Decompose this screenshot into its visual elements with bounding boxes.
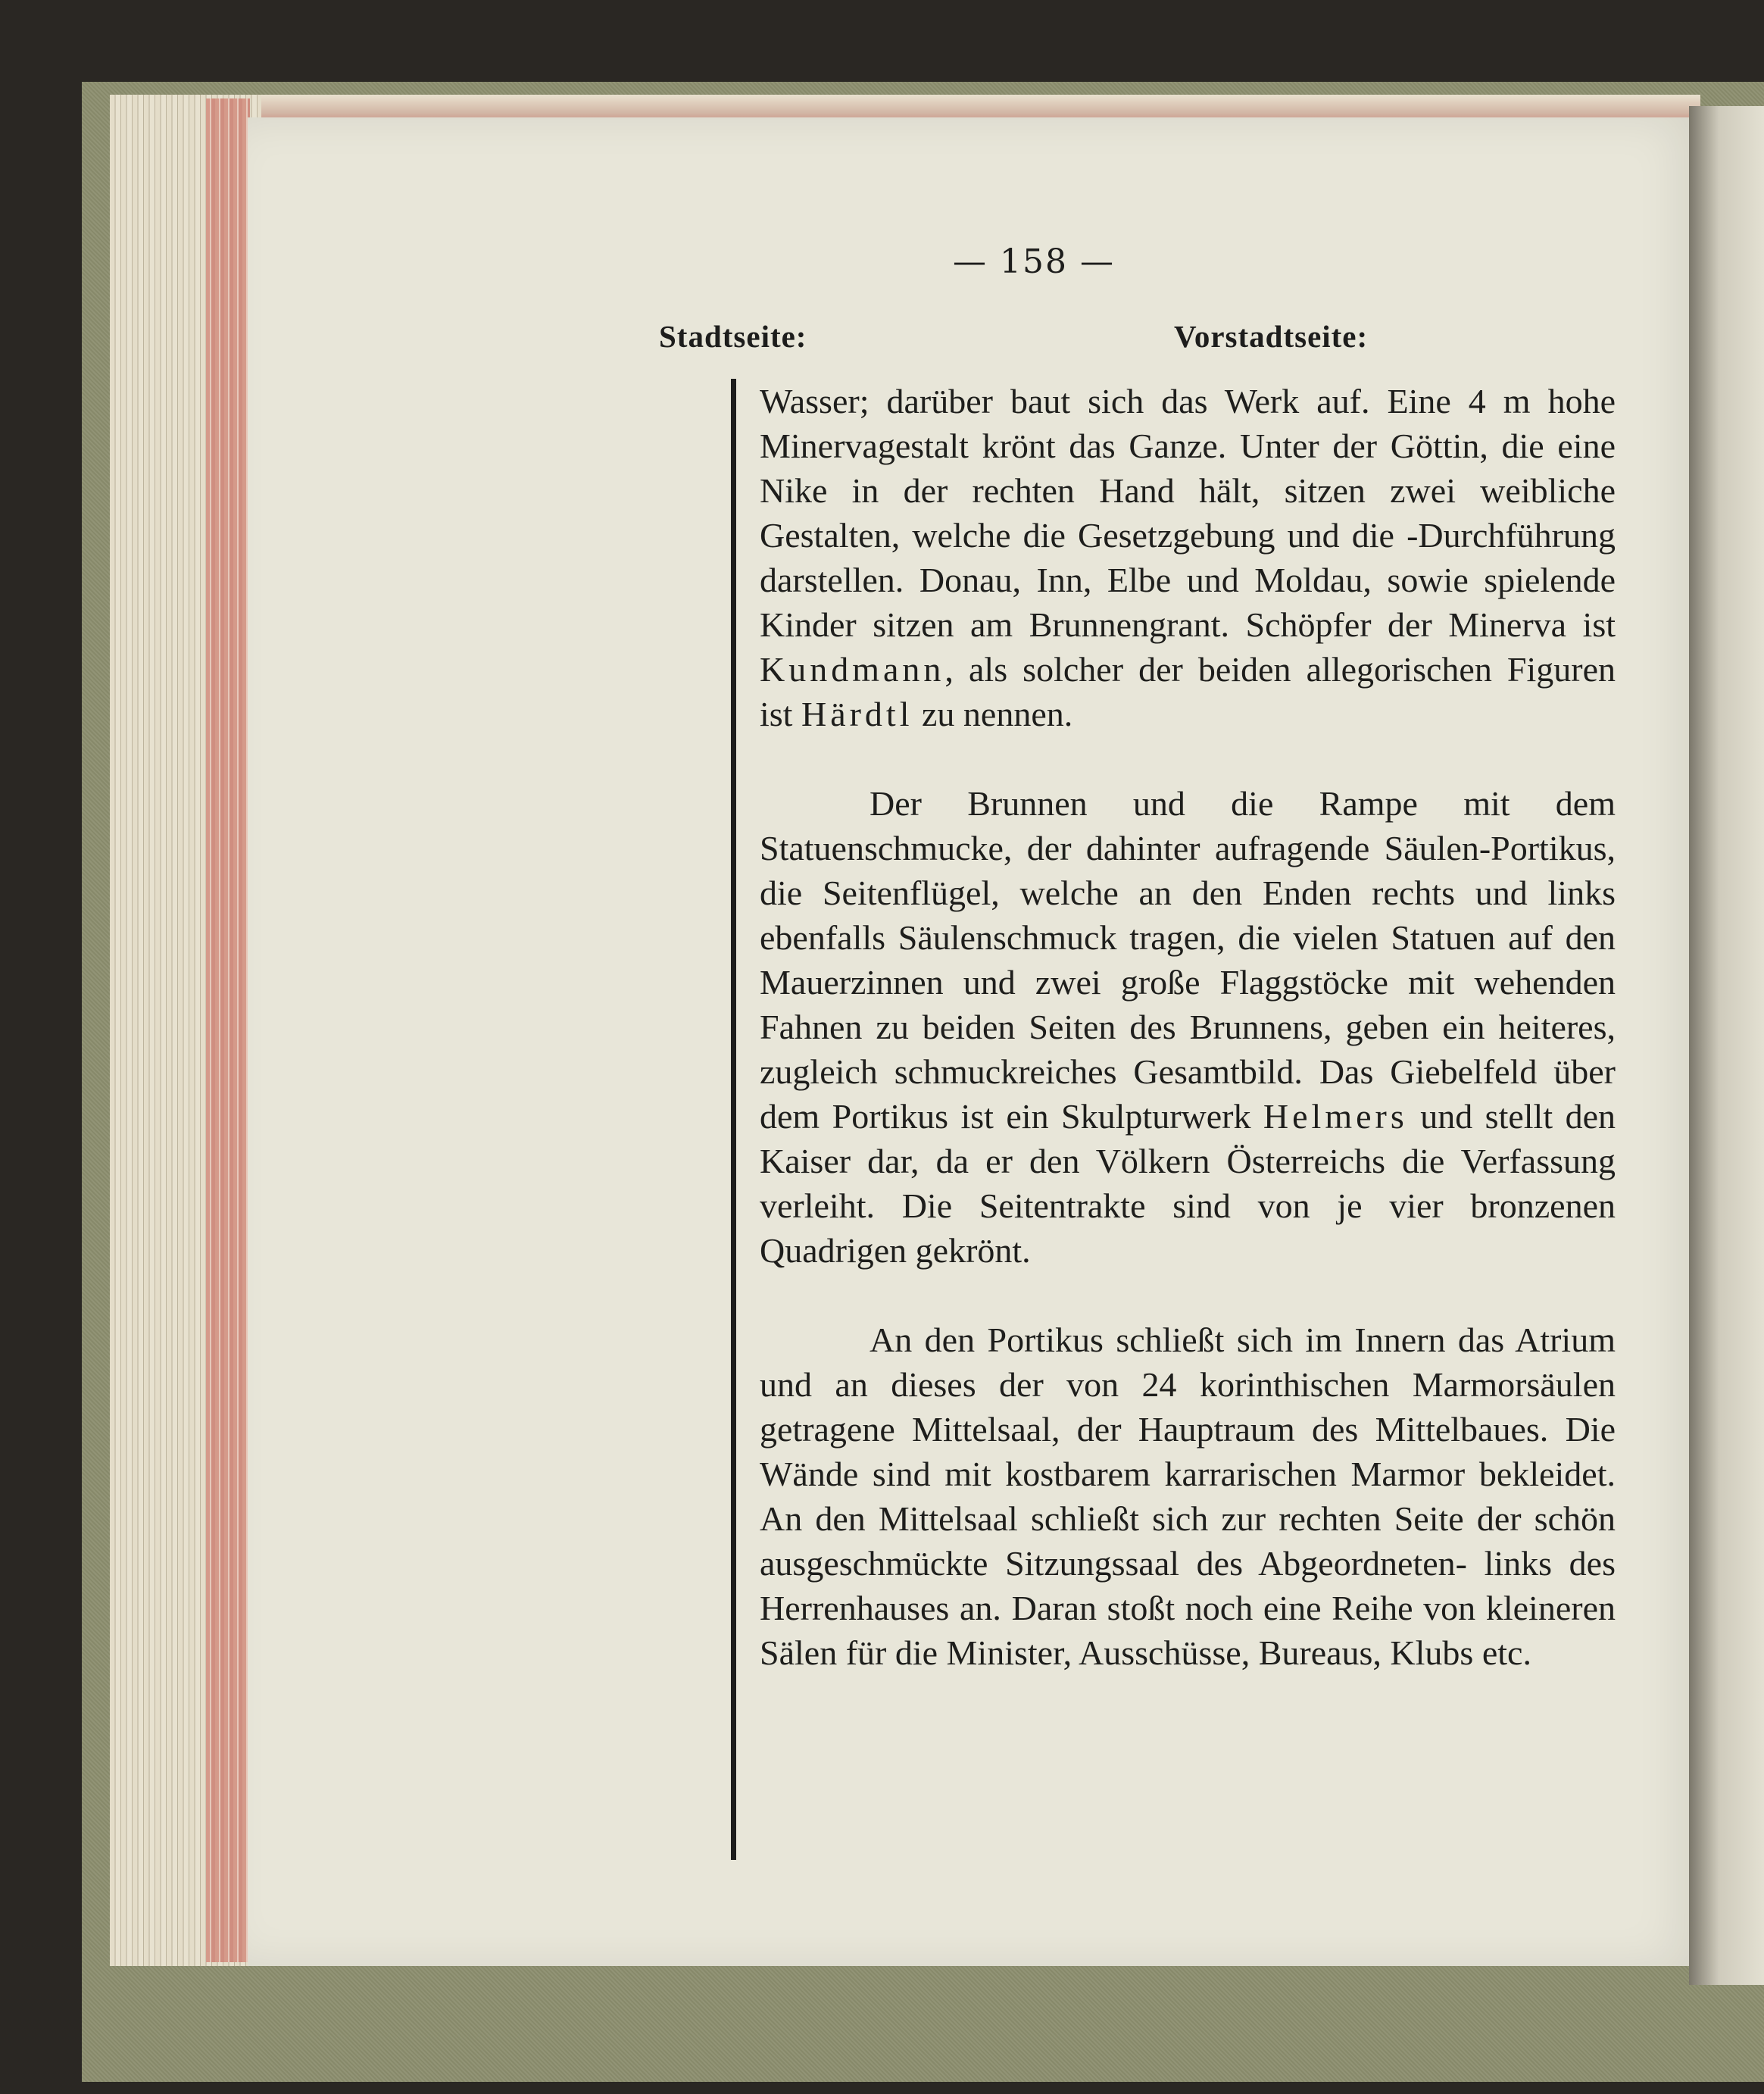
heading-vorstadtseite: Vorstadtseite: xyxy=(1174,319,1369,354)
text-column xyxy=(760,379,1616,1675)
paragraph-3-text: An den Portikus schließt sich im Innern das Atrium und an dieses der von 24 korinthischen Marmorsäulen getragene Mittelsaal, der Hauptraum des Mittelbaues. Die Wände sind mit kostbarem karrarischen Marmor bekleidet. An den Mittelsaal schließt sich zur rechten Seite der schön ausgeschmückte Sitzungssaal des Abgeordneten- links des Herrenhauses an. Daran stoßt noch eine Reihe von kleineren Sälen für die Minister, Ausschüsse, Bureaus, Klubs etc. xyxy=(760,1320,1616,1672)
paragraph-1-text-c: zu nennen. xyxy=(913,695,1073,733)
name-helmers: Helmers xyxy=(1263,1097,1408,1136)
paragraph-1 xyxy=(760,379,1616,736)
paragraph-2-text-b: und stellt den Kaiser dar, da er den Völkern Österreichs die Verfassung verleiht. Die Seitentrakte sind von je vier bronzenen Quadrigen gekrönt. xyxy=(760,1097,1616,1270)
name-haerdtl: Härdtl xyxy=(801,695,913,733)
paragraph-1-text-b: , als solcher der beiden allegorischen Figuren ist xyxy=(760,650,1616,733)
column-rule xyxy=(731,379,736,1860)
paragraph-3 xyxy=(760,1317,1616,1675)
paragraph-2-text-a: Der Brunnen und die Rampe mit dem Statuenschmucke, der dahinter aufragende Säulen-Portikus, die Seitenflügel, welche an den Enden rechts und links ebenfalls Säulenschmuck tragen, die vielen Statuen auf den Mauerzinnen und zwei große Flaggstöcke mit wehenden Fahnen zu beiden Seiten des Brunnens, geben ein heiteres, zugleich schmuckreiches Gesamtbild. Das Giebelfeld über dem Portikus ist ein Skulpturwerk xyxy=(760,784,1616,1136)
heading-stadtseite: Stadtseite: xyxy=(659,319,807,354)
paragraph-1-text-a: Wasser; darüber baut sich das Werk auf. Eine 4 m hohe Minervagestalt krönt das Ganze. Unter der Göttin, die eine Nike in der rechten Hand hält, sitzen zwei weibliche Gestalten, welche die Gesetzgebung und die -Durchführung darstellen. Donau, Inn, Elbe und Moldau, sowie spielende Kinder sitzen am Brunnengrant. Schöpfer der Minerva ist xyxy=(760,382,1616,644)
page-number: — 158 — xyxy=(953,242,1115,281)
paragraph-2 xyxy=(760,781,1616,1273)
name-kundmann: Kundmann xyxy=(760,650,945,689)
